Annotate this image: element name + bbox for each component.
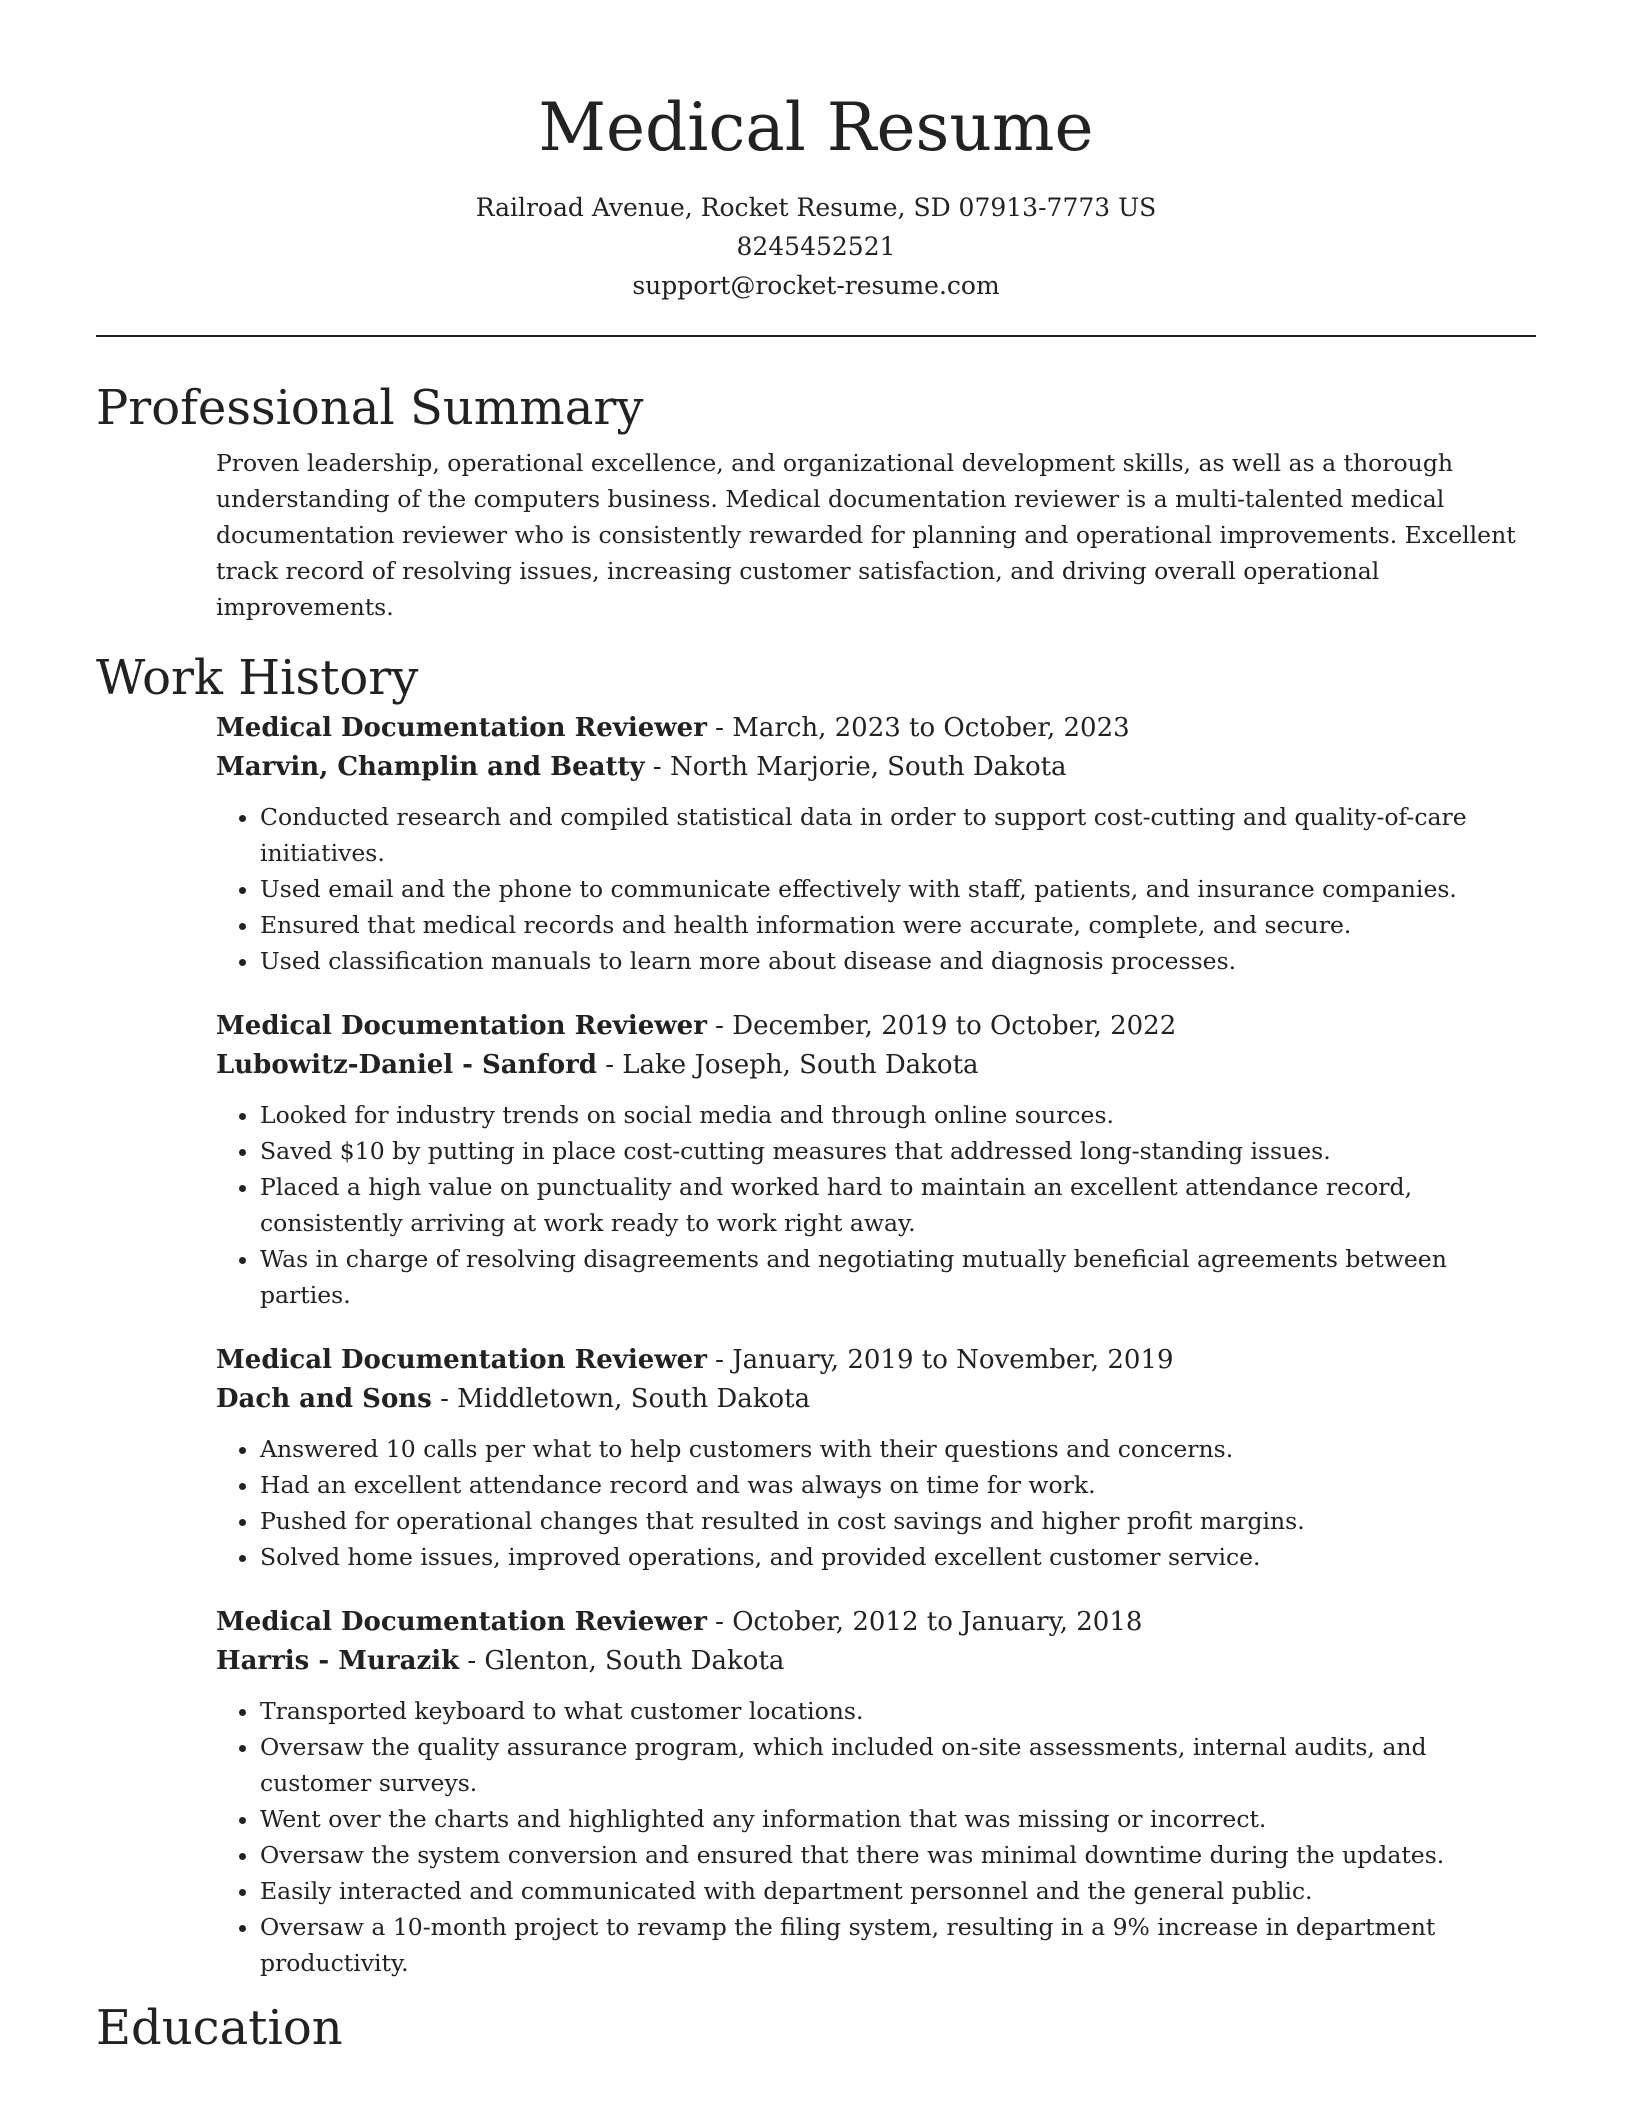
job-company: Marvin, Champlin and Beatty [216,752,645,782]
job-location: - North Marjorie, South Dakota [644,752,1067,782]
section-title-work-history: Work History [96,650,419,706]
job-bullets [216,1431,1536,1575]
list-item: • Pushed for operational changes that resulted in cost savings and higher profit margins. [260,1503,1536,1539]
list-item: • Oversaw a 10-month project to revamp the filing system, resulting in a 9% increase in department productivity. [260,1909,1536,1981]
resume-page [96,0,1536,2059]
job-bullets [216,1097,1536,1313]
job-role: Medical Documentation Reviewer [216,1011,707,1041]
job-dates: - October, 2012 to January, 2018 [706,1607,1143,1637]
job-location: - Lake Joseph, South Dakota [596,1050,979,1080]
job-title-line [216,1341,1536,1380]
contact-info [96,188,1536,305]
job-bullets [216,799,1536,979]
job-entry [216,1341,1536,1575]
list-item: • Used classification manuals to learn more about disease and diagnosis processes. [260,943,1536,979]
job-title-line [216,1007,1536,1046]
work-history-section [216,709,1536,1981]
list-item: • Solved home issues, improved operations, and provided excellent customer service. [260,1539,1536,1575]
job-dates: - March, 2023 to October, 2023 [706,713,1130,743]
job-company-line [216,1642,1536,1681]
list-item: • Oversaw the system conversion and ensured that there was minimal downtime during the updates. [260,1837,1536,1873]
job-title-line [216,709,1536,748]
job-role: Medical Documentation Reviewer [216,713,707,743]
address: Railroad Avenue, Rocket Resume, SD 07913-7773 US [475,193,1157,222]
list-item: • Looked for industry trends on social media and through online sources. [260,1097,1536,1133]
job-dates: - December, 2019 to October, 2022 [706,1011,1177,1041]
job-dates: - January, 2019 to November, 2019 [706,1345,1174,1375]
list-item: • Was in charge of resolving disagreements and negotiating mutually beneficial agreements between parties. [260,1241,1536,1313]
list-item: • Ensured that medical records and health information were accurate, complete, and secure. [260,907,1536,943]
summary-section [216,445,1536,625]
list-item: • Conducted research and compiled statistical data in order to support cost-cutting and quality-of-care initiatives. [260,799,1536,871]
list-item: • Answered 10 calls per what to help customers with their questions and concerns. [260,1431,1536,1467]
job-title-line [216,1603,1536,1642]
email: support@rocket-resume.com [632,271,1000,300]
job-company-line [216,748,1536,787]
list-item: • Placed a high value on punctuality and worked hard to maintain an excellent attendance record, consistently arriving at work ready to work right away. [260,1169,1536,1241]
section-title-education: Education [96,2000,343,2056]
list-item: • Oversaw the quality assurance program, which included on-site assessments, internal audits, and customer surveys. [260,1729,1536,1801]
section-title-summary: Professional Summary [96,380,644,436]
job-entry [216,1603,1536,1981]
list-item: • Went over the charts and highlighted any information that was missing or incorrect. [260,1801,1536,1837]
resume-header [96,0,1536,305]
list-item: • Used email and the phone to communicate effectively with staff, patients, and insurance companies. [260,871,1536,907]
job-company: Lubowitz-Daniel - Sanford [216,1050,597,1080]
phone: 8245452521 [736,232,896,261]
job-entry [216,1007,1536,1313]
list-item: • Transported keyboard to what customer locations. [260,1693,1536,1729]
list-item: • Had an excellent attendance record and was always on time for work. [260,1467,1536,1503]
job-company: Dach and Sons [216,1384,432,1414]
job-location: - Middletown, South Dakota [431,1384,811,1414]
header-divider [96,335,1536,337]
job-company-line [216,1046,1536,1085]
job-company: Harris - Murazik [216,1646,460,1676]
job-role: Medical Documentation Reviewer [216,1345,707,1375]
list-item: • Easily interacted and communicated with department personnel and the general public. [260,1873,1536,1909]
job-location: - Glenton, South Dakota [459,1646,785,1676]
job-bullets [216,1693,1536,1981]
summary-text: Proven leadership, operational excellence, and organizational development skills, as well as a thorough understanding of the computers business. Medical documentation reviewer is a multi-talented medical documentation reviewer who is consistently rewarded for planning and operational improvements. Excellent track record of resolving issues, increasing customer satisfaction, and driving overall operational improvements. [216,449,1516,621]
list-item: • Saved $10 by putting in place cost-cutting measures that addressed long-standing issues. [260,1133,1536,1169]
job-entry [216,709,1536,979]
job-role: Medical Documentation Reviewer [216,1607,707,1637]
job-company-line [216,1380,1536,1419]
resume-name: Medical Resume [538,89,1094,166]
